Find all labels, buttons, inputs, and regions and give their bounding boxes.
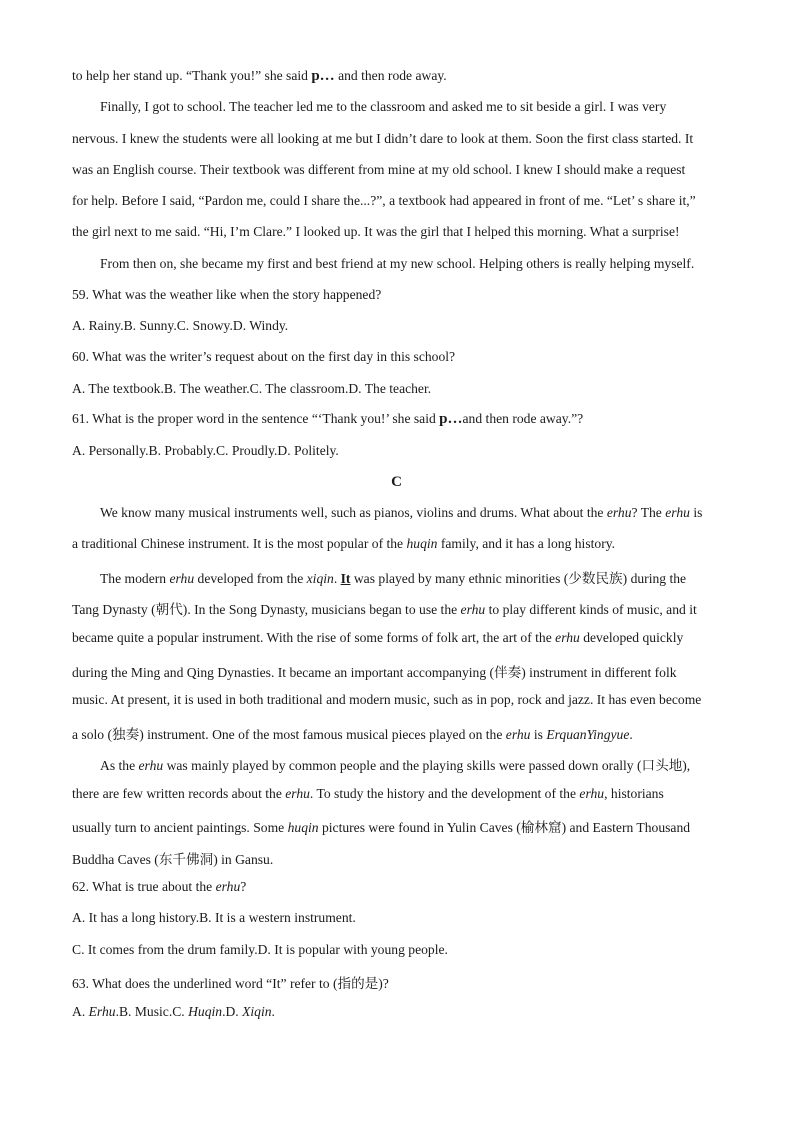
text-span: music. At present, it is used in both traditional and modern music, such as in pop, rock and jazz. It has even become [72,692,702,707]
blank-hint: p… [439,411,463,427]
question-61-options: A. Personally.B. Probably.C. Proudly.D. Politely. [72,443,339,458]
text-span: , historians [604,786,664,801]
italic-term: erhu [215,879,241,894]
question-63: 63. What does the underlined word “It” refer to (指的是)? [72,976,389,991]
italic-term: huqin [287,820,319,835]
text-span: pictures were found in Yulin Caves (榆林窟) and Eastern Thousand [318,820,691,835]
question-62 [72,879,246,895]
passage-c-line [100,505,702,521]
question-59-options: A. Rainy.B. Sunny.C. Snowy.D. Windy. [72,318,289,333]
passage-c-line [72,692,701,708]
text-span: is [689,505,703,520]
text-span: 61. What is the proper word in the sentence “‘Thank you!’ she said [72,411,440,426]
question-60: 60. What was the writer’s request about on the first day in this school? [72,349,456,364]
passage-b-paragraph-line: for help. Before I said, “Pardon me, could I share the...?”, a textbook had appeared in front of me. “Let’ s share it,” [72,193,696,208]
passage-c-line [72,536,615,552]
text-span: developed quickly [579,630,684,645]
italic-term: Xiqin [242,1004,272,1019]
text-span: family, and it has a long history. [437,536,616,551]
question-61 [72,411,583,428]
text-span: a traditional Chinese instrument. It is the most popular of the [72,536,407,551]
italic-term: erhu [579,786,605,801]
underlined-word: It [340,571,351,586]
text-span: The modern [100,571,170,586]
italic-term: Erhu [88,1004,116,1019]
text-span: and then rode away.”? [462,411,584,426]
passage-c-line [72,816,690,836]
question-59: 59. What was the weather like when the story happened? [72,287,382,302]
text-span: during the Ming and Qing Dynasties. It became an important accompanying (伴奏) instrument in different folk [72,665,677,680]
passage-c-line [100,567,686,587]
italic-term: erhu [505,727,531,742]
passage-c-line [72,848,273,868]
question-62-options: C. It comes from the drum family.D. It is popular with young people. [72,942,448,957]
text-span: Buddha Caves (东千佛洞) in Gansu. [72,852,274,867]
text-span: was mainly played by common people and the playing skills were passed down orally (口头地), [163,758,691,773]
text-span: a solo (独奏) instrument. One of the most famous musical pieces played on the [72,727,506,742]
text-span: is [530,727,547,742]
text-span: 62. What is true about the [72,879,216,894]
text-span: to play different kinds of music, and it [485,602,697,617]
passage-b-paragraph-line: From then on, she became my first and best friend at my new school. Helping others is really helping myself. [100,256,695,271]
italic-term: huqin [406,536,438,551]
italic-term: erhu [606,505,632,520]
text-span: As the [100,758,139,773]
text-span: A. [72,1004,89,1019]
passage-b-paragraph-line: Finally, I got to school. The teacher led me to the classroom and asked me to sit beside a girl. I was very [100,99,667,114]
italic-term: xiqin [306,571,334,586]
text-span: . To study the history and the development of the [309,786,580,801]
text-span: developed from the [194,571,307,586]
italic-term: erhu [665,505,690,520]
text-span: was played by many ethnic minorities (少数民族) during the [350,571,687,586]
question-62-options: A. It has a long history.B. It is a western instrument. [72,910,356,925]
text-span: . [629,727,633,742]
text-span: ? [240,879,247,894]
passage-b-paragraph-line: nervous. I knew the students were all looking at me but I didn’t dare to look at them. Soon the first class started. It [72,131,694,146]
italic-term: erhu [285,786,310,801]
text-span: usually turn to ancient paintings. Some [72,820,288,835]
passage-c-line [100,754,690,774]
text-span: became quite a popular instrument. With the rise of some forms of folk art, the art of the [72,630,556,645]
text-span: there are few written records about the [72,786,286,801]
italic-term: erhu [460,602,486,617]
italic-term: Huqin [188,1004,223,1019]
text-span: .D. [222,1004,243,1019]
text-span: to help her stand up. “Thank you!” she said [72,68,312,83]
text-span: We know many musical instruments well, such as pianos, violins and drums. What about the [100,505,607,520]
passage-c-line [72,598,697,618]
text-span: .B. Music.C. [115,1004,189,1019]
question-63-options [72,1004,275,1020]
text-span: ? The [631,505,666,520]
text-span: . [271,1004,275,1019]
passage-b-paragraph-line: the girl next to me said. “Hi, I’m Clare.” I looked up. It was the girl that I helped this morning. What a surprise! [72,224,680,239]
passage-c-line [72,786,664,802]
passage-b-line [72,68,447,85]
italic-term: erhu [138,758,164,773]
passage-c-line [72,661,677,681]
text-span: Tang Dynasty (朝代). In the Song Dynasty, musicians began to use the [72,602,461,617]
text-span: . [333,571,341,586]
passage-b-paragraph-line: was an English course. Their textbook was different from mine at my old school. I knew I should make a request [72,162,686,177]
passage-c-line [72,630,683,646]
text-span: and then rode away. [334,68,447,83]
italic-term: erhu [555,630,580,645]
italic-term: ErquanYingyue [546,727,630,742]
passage-c-line [72,723,633,743]
blank-hint: p… [311,68,335,84]
italic-term: erhu [169,571,195,586]
section-heading: C [391,474,402,490]
question-60-options: A. The textbook.B. The weather.C. The classroom.D. The teacher. [72,381,432,396]
